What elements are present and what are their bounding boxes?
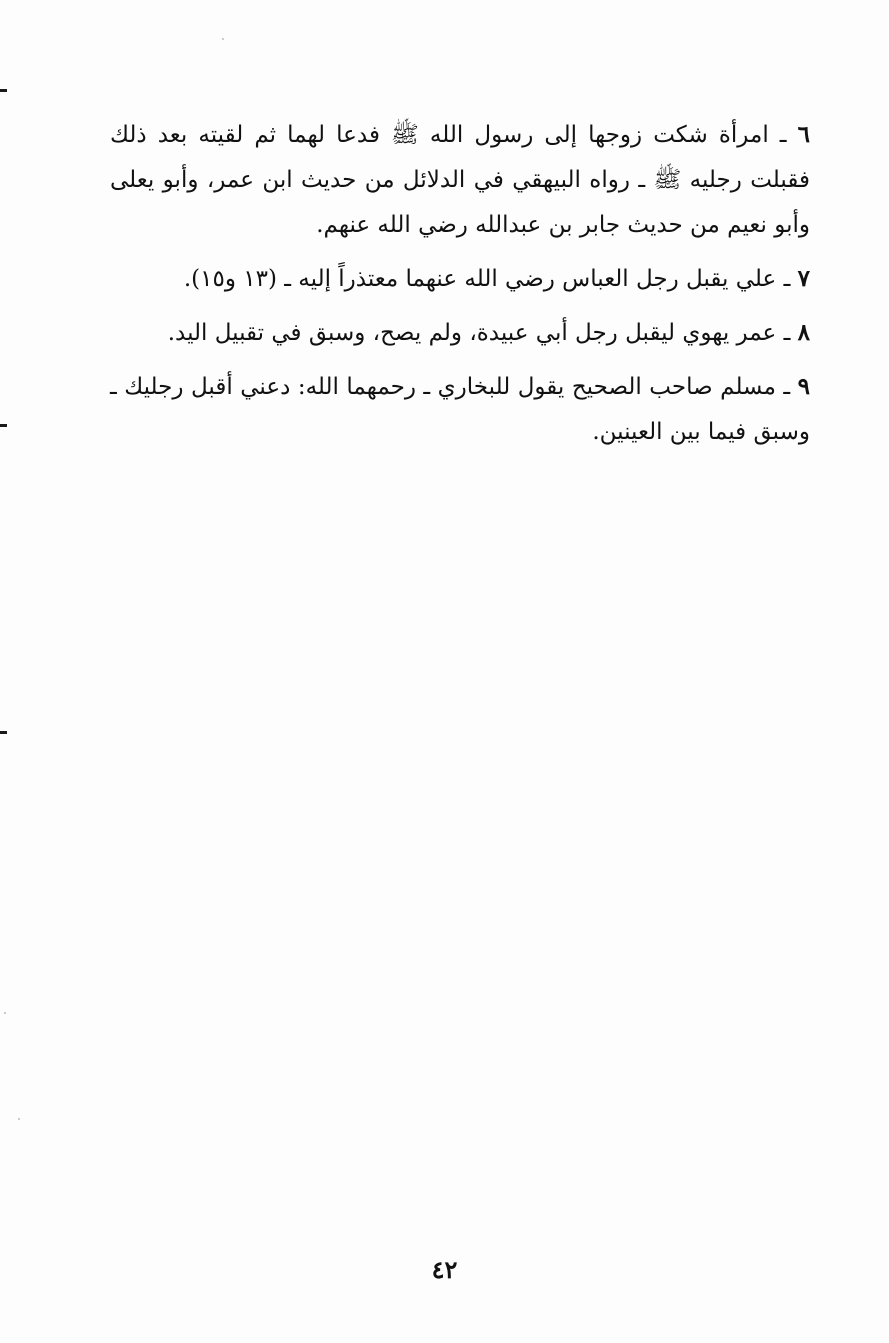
scan-edge-mark	[0, 731, 7, 734]
paragraph-number: ٩	[797, 373, 810, 400]
paragraph-6	[110, 112, 810, 248]
paragraph-8	[110, 310, 810, 356]
paragraph-text: ـ علي يقبل رجل العباس رضي الله عنهما معتذراً إليه ـ (١٣ و١٥).	[183, 266, 791, 292]
scan-speck	[18, 1118, 20, 1120]
paragraph-text: ـ مسلم صاحب الصحيح يقول للبخاري ـ رحمهما الله: دعني أقبل رجليك ـ وسبق فيما بين العينين.	[110, 374, 810, 445]
paragraph-number: ٦	[797, 121, 810, 148]
page-body	[110, 112, 810, 463]
scan-speck	[4, 1012, 6, 1014]
paragraph-number: ٧	[797, 265, 810, 292]
paragraph-7	[110, 256, 810, 302]
paragraph-text: ـ عمر يهوي ليقبل رجل أبي عبيدة، ولم يصح، وسبق في تقبيل اليد.	[167, 320, 791, 346]
scan-edge-mark	[0, 89, 7, 92]
scan-speck	[222, 38, 224, 40]
paragraph-number: ٨	[797, 319, 810, 346]
scan-edge-mark	[0, 424, 7, 427]
page-number: ٤٢	[431, 1255, 458, 1284]
paragraph-text: ـ امرأة شكت زوجها إلى رسول الله ﷺ فدعا لهما ثم لقيته بعد ذلك فقبلت رجليه ﷺ ـ رواه البيهقي في الدلائل من حديث ابن عمر، وأبو يعلى وأبو نعيم من حديث جابر بن عبدالله رضي الله عنهم.	[110, 122, 810, 238]
paragraph-9	[110, 364, 810, 455]
